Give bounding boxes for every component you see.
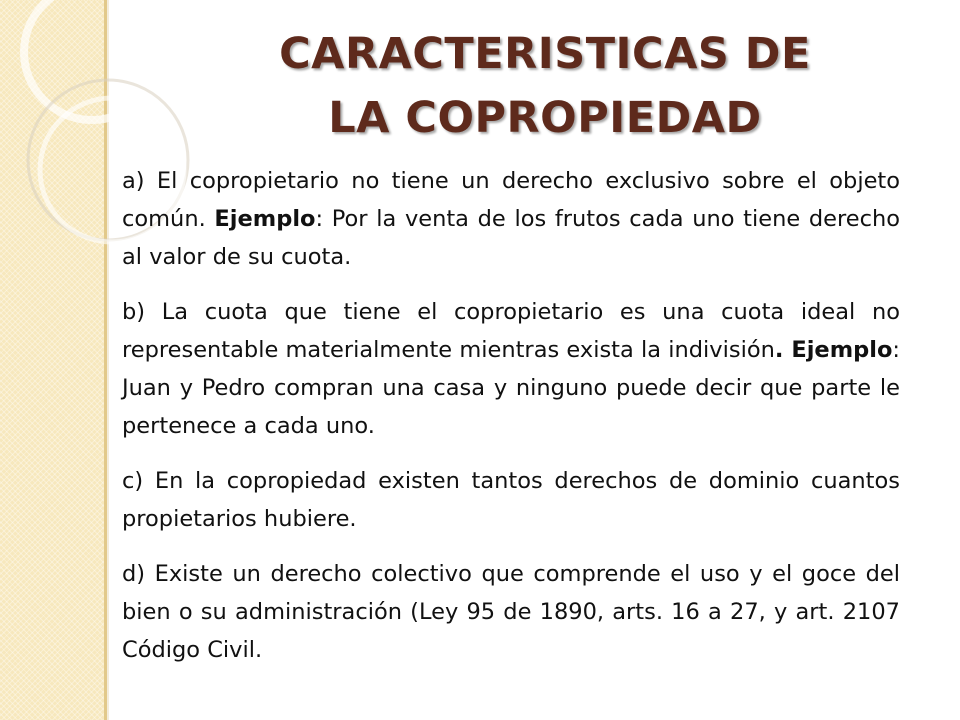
paragraph-b-text-2: : Juan y Pedro compran una casa y ninguno puede decir que parte le pertenece a cada uno. bbox=[122, 337, 901, 439]
paragraph-c: c) En la copropiedad existen tantos derechos de dominio cuantos propietarios hubiere. bbox=[122, 468, 900, 532]
slide-title bbox=[150, 22, 940, 150]
paragraph-a-text-1: a) El copropietario no tiene un derecho exclusivo sobre el objeto común. bbox=[122, 168, 900, 232]
paragraph-d: d) Existe un derecho colectivo que comprende el uso y el goce del bien o su administración (Ley 95 de 1890, arts. 16 a 27, y art. 2107 Código Civil. bbox=[122, 561, 900, 663]
paragraph-a-emphasis: Ejemplo bbox=[214, 206, 316, 232]
slide-title-line-2: LA COPROPIEDAD bbox=[328, 93, 762, 143]
slide-body bbox=[122, 162, 900, 686]
paragraph-a bbox=[122, 162, 900, 276]
slide-title-line-1: CARACTERISTICAS DE bbox=[279, 29, 811, 79]
paragraph-b-text-1: b) La cuota que tiene el copropietario es una cuota ideal no representable materialmente mientras exista la indivisión bbox=[122, 299, 900, 363]
paragraph-b-emphasis: . Ejemplo bbox=[774, 337, 893, 363]
paragraph-b bbox=[122, 293, 900, 445]
paragraph-a-text-2: : Por la venta de los frutos cada uno tiene derecho al valor de su cuota. bbox=[122, 206, 900, 270]
